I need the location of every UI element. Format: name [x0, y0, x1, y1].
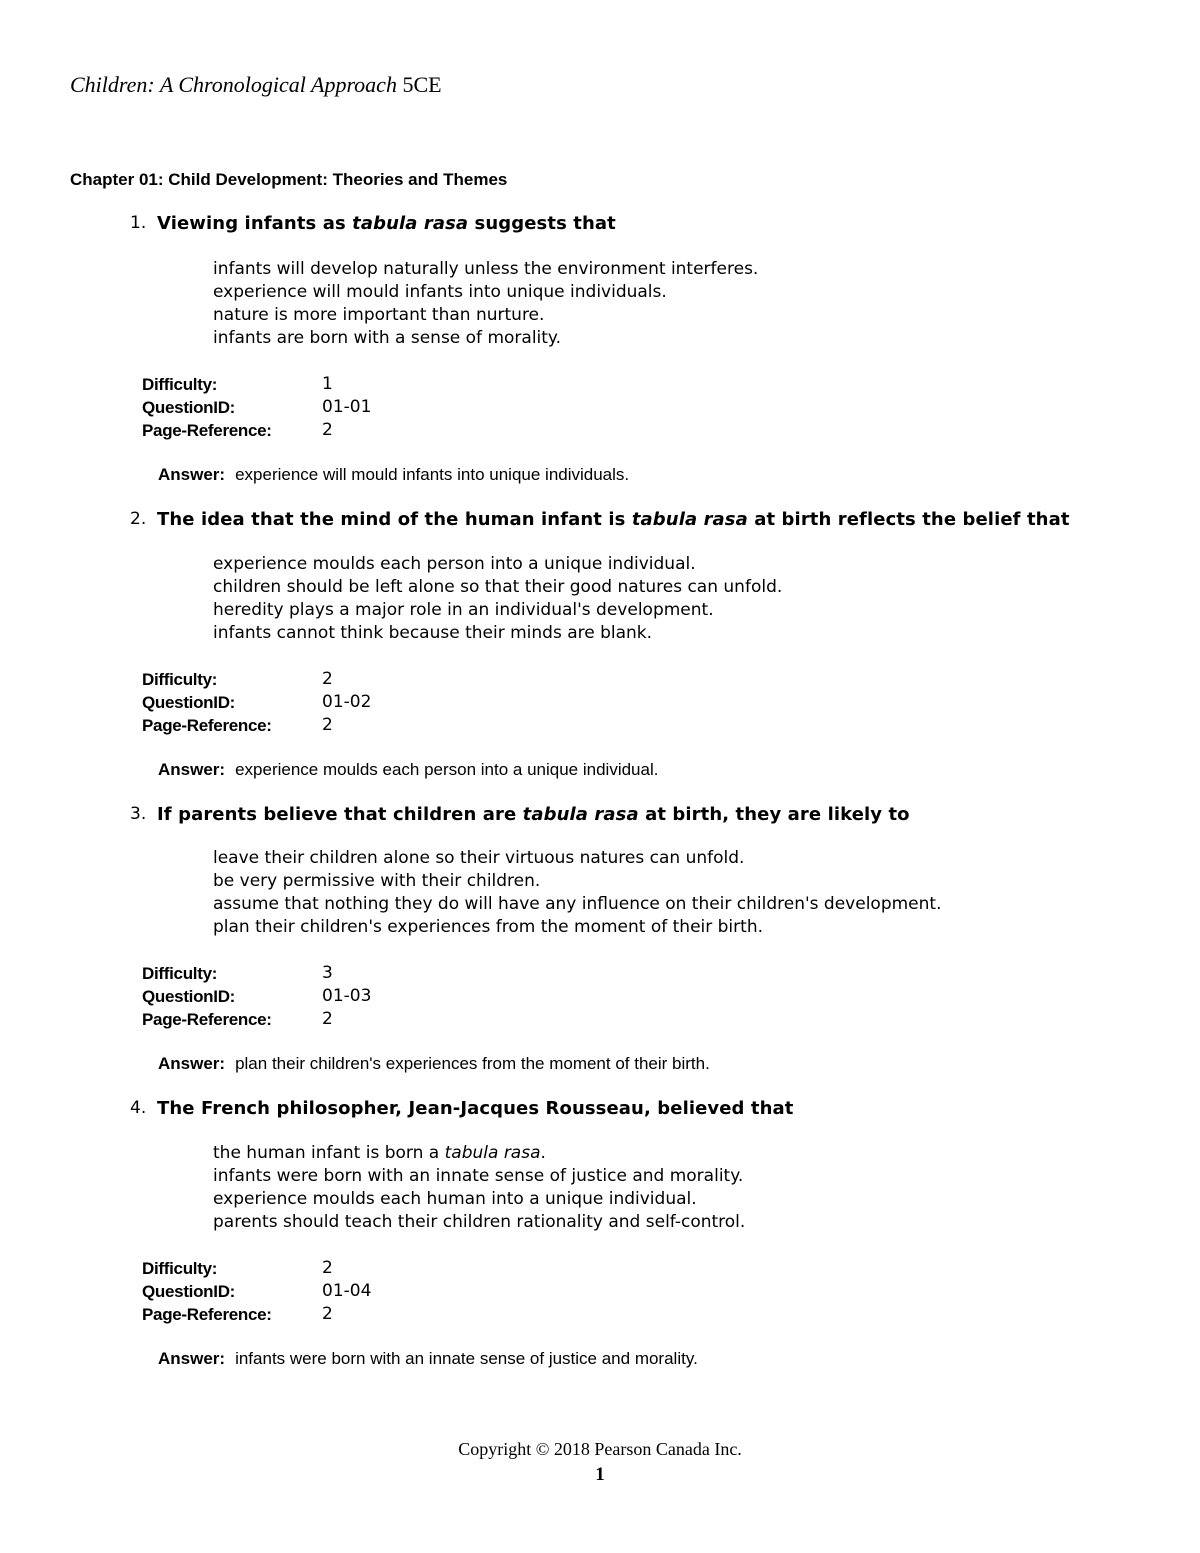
- page-reference-label: Page-Reference:: [142, 1305, 272, 1324]
- answer-text: experience will mould infants into unique individuals.: [235, 465, 630, 484]
- question-id-label: QuestionID:: [142, 693, 236, 712]
- difficulty-value: 1: [322, 374, 333, 394]
- option: infants were born with an innate sense of justice and morality.: [213, 1166, 744, 1186]
- question-id-label: QuestionID:: [142, 1282, 236, 1301]
- book-title: [70, 72, 442, 98]
- answer-text: experience moulds each person into a unique individual.: [235, 760, 659, 779]
- option: infants will develop naturally unless the environment interferes.: [213, 259, 759, 279]
- difficulty-label: Difficulty:: [142, 1259, 218, 1278]
- option: heredity plays a major role in an individual's development.: [213, 600, 714, 620]
- book-title-italic: Children: A Chronological Approach: [70, 72, 397, 97]
- question-number: 1.: [130, 213, 147, 233]
- difficulty-value: 2: [322, 1258, 333, 1278]
- page-reference-label: Page-Reference:: [142, 1010, 272, 1029]
- book-edition: 5CE: [402, 72, 442, 97]
- answer-line: [158, 1348, 698, 1370]
- option: leave their children alone so their virtuous natures can unfold.: [213, 848, 745, 868]
- question-stem: The idea that the mind of the human infant is tabula rasa at birth reflects the belief that: [157, 509, 1070, 530]
- page-reference-label: Page-Reference:: [142, 716, 272, 735]
- difficulty-value: 3: [322, 963, 333, 983]
- option: experience moulds each person into a unique individual.: [213, 554, 696, 574]
- difficulty-label: Difficulty:: [142, 670, 218, 689]
- answer-line: [158, 759, 658, 781]
- question-metadata: [142, 1257, 371, 1326]
- question-stem: If parents believe that children are tabula rasa at birth, they are likely to: [157, 804, 910, 825]
- option: assume that nothing they do will have any influence on their children's development.: [213, 894, 942, 914]
- page-reference-value: 2: [322, 1304, 333, 1324]
- answer-text: plan their children's experiences from the moment of their birth.: [235, 1054, 710, 1073]
- question-id-value: 01-03: [322, 986, 372, 1006]
- question-metadata: [142, 962, 371, 1031]
- option: plan their children's experiences from the moment of their birth.: [213, 917, 763, 937]
- question-number: 2.: [130, 509, 147, 529]
- question-id-value: 01-01: [322, 397, 372, 417]
- question-stem: The French philosopher, Jean-Jacques Rousseau, believed that: [157, 1098, 794, 1119]
- page-reference-value: 2: [322, 420, 333, 440]
- option-list: [213, 1142, 745, 1234]
- page-reference-label: Page-Reference:: [142, 421, 272, 440]
- question-number: 3.: [130, 804, 147, 824]
- difficulty-label: Difficulty:: [142, 964, 218, 983]
- difficulty-value: 2: [322, 669, 333, 689]
- page-reference-value: 2: [322, 715, 333, 735]
- option: be very permissive with their children.: [213, 871, 541, 891]
- option: the human infant is born a tabula rasa.: [213, 1143, 546, 1163]
- option: experience will mould infants into unique individuals.: [213, 282, 667, 302]
- answer-label: Answer:: [158, 760, 226, 779]
- option: infants cannot think because their minds are blank.: [213, 623, 653, 643]
- difficulty-label: Difficulty:: [142, 375, 218, 394]
- question-metadata: [142, 668, 371, 737]
- page-number: 1: [595, 1464, 605, 1485]
- question-id-label: QuestionID:: [142, 987, 236, 1006]
- option-list: [213, 258, 758, 350]
- option: infants are born with a sense of morality.: [213, 328, 561, 348]
- answer-label: Answer:: [158, 1054, 226, 1073]
- question-id-value: 01-02: [322, 692, 372, 712]
- option-list: [213, 553, 782, 645]
- question-id-value: 01-04: [322, 1281, 372, 1301]
- answer-line: [158, 464, 629, 486]
- question-number: 4.: [130, 1098, 147, 1118]
- page-reference-value: 2: [322, 1009, 333, 1029]
- option: children should be left alone so that their good natures can unfold.: [213, 577, 783, 597]
- option-list: [213, 847, 941, 939]
- question-id-label: QuestionID:: [142, 398, 236, 417]
- option: experience moulds each human into a unique individual.: [213, 1189, 697, 1209]
- chapter-title: Chapter 01: Child Development: Theories and Themes: [70, 170, 508, 189]
- answer-line: [158, 1053, 710, 1075]
- option: parents should teach their children rationality and self-control.: [213, 1212, 746, 1232]
- copyright-footer: Copyright © 2018 Pearson Canada Inc.: [458, 1439, 742, 1459]
- question-stem: Viewing infants as tabula rasa suggests that: [157, 213, 616, 234]
- option: nature is more important than nurture.: [213, 305, 545, 325]
- answer-label: Answer:: [158, 465, 226, 484]
- answer-text: infants were born with an innate sense of justice and morality.: [235, 1349, 698, 1368]
- question-metadata: [142, 373, 371, 442]
- answer-label: Answer:: [158, 1349, 226, 1368]
